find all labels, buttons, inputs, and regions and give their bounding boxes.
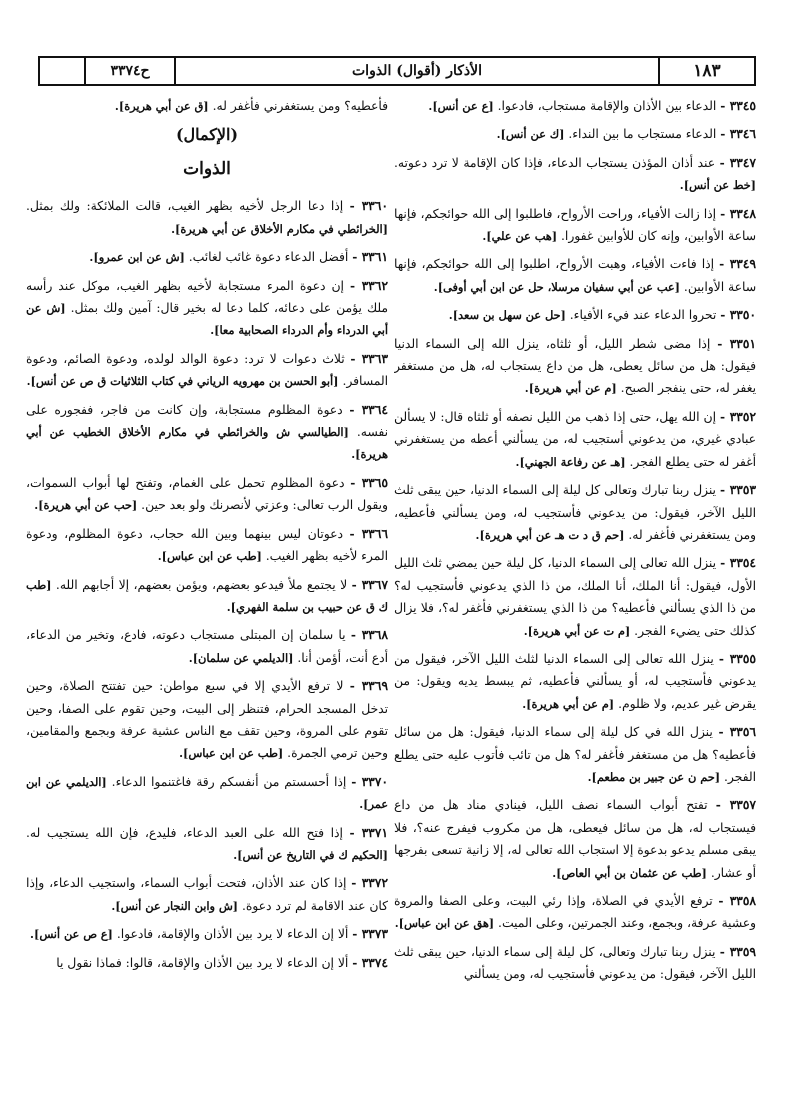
hadith-number: ٣٣٤٩ - [719, 256, 756, 272]
hadith-source: [طب عن ابن عباس]. [179, 746, 284, 761]
section-heading: الذوات [183, 159, 231, 180]
hadith-source: [ك عن أنس]. [496, 127, 565, 142]
hadith-source: [م ت عن أبي هريرة]. [523, 623, 631, 638]
hadith-range: ح٣٣٧٤ [84, 58, 174, 84]
hadith-number: ٣٣٦١ - [352, 249, 388, 265]
hadith-source: [أبو الحسن بن مهرويه الرياني في كتاب الثلاثيات ق ص عن أنس]. [26, 374, 339, 389]
hadith-entry [26, 472, 388, 517]
hadith-text: دعوة المظلوم تحمل على الغمام، وتفتح لها أبواب السموات، ويقول الرب تعالى: وعزتي لأنصرنك ولو بعد حين. [26, 475, 388, 513]
hadith-entry [394, 203, 756, 248]
hadith-text: إن الله يهل، حتى إذا ذهب من الليل نصفه أو ثلثاه قال: لا يسألن عبادي غيري، من يدعوني أستجيب له، من يسألني أعطه من يستغفرني أغفر له حتى يطلع الفجر. [394, 409, 756, 469]
hadith-text: إن دعوة المرء مستجابة لأخيه بظهر الغيب، موكل عند رأسه ملك يؤمن على دعائه، كلما دعا له بخير قال: آمين ولك بمثل. [26, 278, 388, 316]
hadith-source: [ع ص عن أنس]. [30, 927, 113, 942]
continuation-paragraph [26, 95, 388, 117]
hadith-number: ٣٣٥٧ - [715, 797, 756, 813]
hadith-text: تحروا الدعاء عند فيء الأفياء. [569, 308, 717, 323]
hadith-entry [26, 275, 388, 342]
hadith-text: دعوتان ليس بينهما وبين الله حجاب، دعوة المظلوم، ودعوة المرء لأخيه بظهر الغيب. [26, 526, 388, 564]
hadith-number: ٣٣٧٣ - [352, 926, 388, 942]
hadith-number: ٣٣٧٤ - [352, 954, 388, 970]
hadith-number: ٣٣٥٣ - [720, 482, 756, 498]
hadith-number: ٣٣٦٣ - [350, 350, 388, 366]
hadith-source: [م عن أبي هريرة]. [522, 696, 615, 711]
hadith-number: ٣٣٦٦ - [349, 525, 388, 541]
hadith-source: [ع عن أنس]. [428, 99, 494, 113]
hadith-source: [ش وابن النجار عن أنس]. [111, 898, 239, 913]
hadith-number: ٣٣٥٨ - [718, 893, 756, 908]
hadith-entry [394, 253, 756, 298]
hadith-text: لا يجتمع ملأ فيدعو بعضهم، ويؤمن بعضهم، إلا أجابهم الله. [55, 577, 348, 592]
hadith-source: [الطيالسي ش والخرائطي في مكارم الأخلاق الخطيب عن أبي هريرة]. [26, 425, 388, 462]
hadith-number: ٣٣٧٢ - [351, 875, 388, 891]
hadith-text: ألا إن الدعاء لا يرد بين الأذان والإقامة، فادعوا. [116, 927, 349, 942]
running-header [38, 56, 756, 86]
hadith-number: ٣٣٦٨ - [350, 627, 388, 643]
hadith-source: [هب عن علي]. [482, 229, 558, 244]
hadith-source: [الديلمي عن ابن عمر]. [26, 774, 388, 812]
hadith-text: إذا كان عند الأذان، فتحت أبواب السماء، واستجيب الدعاء، وإذا كان عند الاقامة لم ترد دعوة. [26, 876, 388, 913]
hadith-entry [26, 872, 388, 917]
hadith-entry [394, 123, 756, 145]
hadith-source: [هق عن ابن عباس]. [394, 916, 495, 931]
hadith-number: ٣٣٥٦ - [718, 724, 756, 740]
hadith-entry [394, 152, 756, 197]
hadith-number: ٣٣٧١ - [349, 824, 388, 840]
hadith-number: ٣٣٥٢ - [720, 408, 756, 424]
hadith-number: ٣٣٦٢ - [350, 277, 388, 293]
hadith-entry [394, 890, 756, 935]
hadith-entry [26, 675, 388, 765]
hadith-number: ٣٣٥٥ - [718, 650, 756, 666]
hadith-entry [394, 304, 756, 326]
hadith-number: ٣٣٤٥ - [720, 98, 756, 113]
hadith-source: [حب عن أبي هريرة]. [34, 498, 138, 513]
continuation-text: فأعطيه؟ ومن يستغفرني فأغفر له. [212, 99, 388, 113]
hadith-number: ٣٣٦٠ - [349, 198, 388, 214]
hadith-entry [394, 552, 756, 642]
hadith-source: [حم ق د ت هـ عن أبي هريرة]. [475, 527, 625, 542]
hadith-number: ٣٣٥١ - [717, 335, 756, 351]
hadith-text: ثلاث دعوات لا ترد: دعوة الوالد لولده، ودعوة الصائم، ودعوة المسافر. [26, 351, 388, 389]
left-column [26, 95, 388, 1095]
hadith-text: يا سلمان إن المبتلى مستجاب دعوته، فادع، وتخير من الدعاء، أدع أنت، أؤمن أنا. [26, 628, 388, 665]
hadith-text: إذا مضى شطر الليل، أو ثلثاه، ينزل الله إلى السماء الدنيا فيقول: هل من سائل يعطى، هل من داع يستجاب له، هل من مستغفر يغفر له، حتى ينفجر الصبح. [394, 336, 756, 396]
ikmal-heading: (الإكمال) [175, 125, 239, 145]
hadith-text: ينزل ربنا تبارك وتعالى كل ليلة إلى السماء الدنيا، حين يبقى ثلث الليل الآخر، فيقول: من يدعوني فأستجيب له، ومن يسألني فأعطيه، ومن يستغفرني فأغفر له. [394, 483, 756, 542]
hadith-entry [394, 648, 756, 715]
hadith-text: ينزل الله تعالى إلى السماء الدنيا، كل ليلة حين يمضي ثلث الليل الأول، فيقول: أنا الملك، أنا الملك، من ذا الذي يدعوني فأستجيب له؟ من ذا الذي يسألني فأعطيه؟ من ذا الذي يستغفرني فأغفر له؟، فلا يزال كذلك حتى يضيء الفجر. [394, 556, 756, 638]
hadith-text: إذا أحسستم من أنفسكم رقة فاغتنموا الدعاء. [111, 774, 347, 789]
hadith-text: ينزل ربنا تبارك وتعالى، كل ليلة إلى سماء الدنيا، حين يبقى ثلث الليل الآخر، فيقول: من يدعوني فأستجيب له، ومن يسألني [394, 944, 756, 982]
hadith-number: ٣٣٤٧ - [719, 154, 756, 170]
hadith-entry [394, 794, 756, 884]
hadith-text: ينزل الله تعالى إلى السماء الدنيا لثلث الليل الآخر، فيقول من يدعوني فأستجيب له، أو يسألني فأعطيه، ثم يبسط يديه ويقول: من يقرض غير عديم، ولا ظلوم. [394, 651, 756, 711]
hadith-entry [394, 721, 756, 788]
hadith-entry [26, 952, 388, 974]
hadith-source: [حل عن سهل بن سعد]. [448, 308, 566, 323]
hadith-entry [26, 348, 388, 393]
hadith-number: ٣٣٥٩ - [719, 943, 756, 959]
hadith-text: إذا فاءت الأفياء، وهبت الأرواح، اطلبوا إلى الله حوائجكم، فإنها ساعة الأوابين. [394, 257, 756, 294]
hadith-source: [الخرائطي في مكارم الأخلاق عن أبي هريرة]. [171, 221, 388, 236]
hadith-text: إذا زالت الأفياء، وراحت الأرواح، فاطلبوا إلى الله حوائجكم، فإنها ساعة الأوابين، وإنه كان للأوابين غفورا. [394, 206, 756, 244]
hadith-source: [عب عن أبي سفيان مرسلا، حل عن ابن أبي أوفى]. [433, 279, 680, 294]
hadith-entry [26, 574, 388, 619]
hadith-source: [هـ عن رفاعة الجهني]. [515, 454, 626, 469]
hadith-text: دعوة المظلوم مستجابة، وإن كانت من فاجر، ففجوره على نفسه. [26, 402, 388, 440]
hadith-number: ٣٣٤٨ - [720, 205, 756, 221]
hadith-source: [خط عن أنس]. [679, 178, 756, 193]
hadith-text: ينزل الله في كل ليلة إلى سماء الدنيا، فيقول: هل من سائل فأعطيه؟ هل من مستغفر فأغفر له؟ هل من تائب فأتوب عليه حتى يطلع الفجر. [394, 725, 756, 784]
hadith-number: ٣٣٤٦ - [720, 126, 756, 142]
hadith-entry [26, 771, 388, 816]
hadith-entry [26, 523, 388, 568]
hadith-number: ٣٣٦٥ - [350, 474, 388, 490]
hadith-entry [26, 923, 388, 945]
running-title: الأذكار (أقوال) الذوات [174, 58, 658, 84]
hadith-source: [الحكيم ك في التاريخ عن أنس]. [233, 847, 388, 862]
hadith-source: [م عن أبي هريرة]. [524, 381, 617, 396]
hadith-entry [26, 822, 388, 867]
hadith-entry [26, 399, 388, 466]
hadith-text: تفتح أبواب السماء نصف الليل، فينادي مناد هل من داع فيستجاب له، هل من سائل فيعطى، هل من مكروب فيفرج عنه؟، فلا يبقى مسلم يدعو بدعوة إلا استجاب الله تعالى له، إلا زانية تسعى بفرجها أو عشار. [394, 798, 756, 880]
continuation-source: [ق عن أبي هريرة]. [114, 99, 209, 113]
hadith-text: ترفع الأيدي في الصلاة، وإذا رئي البيت، وعلى الصفا والمروة وعشية عرفة، وبجمع، وعند الجمرتين، وعلى الميت. [394, 894, 756, 931]
hadith-text: الدعاء بين الأذان والإقامة مستجاب، فادعوا. [497, 99, 717, 113]
hadith-entry [394, 333, 756, 400]
hadith-source: [ش عن ابن عمرو]. [89, 250, 185, 265]
hadith-source: [ش عن أبي الدرداء وأم الدرداء الصحابية معا]. [26, 301, 388, 338]
hadith-number: ٣٣٧٠ - [351, 773, 388, 789]
hadith-entry [26, 246, 388, 268]
hadith-entry [394, 479, 756, 546]
right-column [394, 95, 756, 1095]
hadith-text: إذا فتح الله على العبد الدعاء، فليدع، فإن الله يستجيب له. [26, 825, 343, 840]
hadith-text: ألا إن الدعاء لا يرد بين الأذان والإقامة، قالوا: فماذا نقول يا [56, 955, 349, 970]
hadith-number: ٣٣٦٤ - [349, 401, 388, 417]
page-number: ١٨٣ [658, 58, 754, 84]
hadith-entry [394, 95, 756, 117]
hadith-text: لا ترفع الأيدي إلا في سبع مواطن: حين تفتتح الصلاة، وحين تدخل المسجد الحرام، فتنظر إلى البيت، وحين تقوم على الصفا، وحين تقوم على المروة، وحين تقف مع الناس عشية عرفة وبجمع والمقامين، وحين ترمي الجمرة. [26, 679, 388, 761]
left-entries [26, 195, 388, 974]
hadith-number: ٣٣٥٤ - [720, 555, 756, 571]
hadith-entry [26, 624, 388, 669]
hadith-source: [طب عن ابن عباس]. [157, 549, 262, 564]
hadith-text: أفضل الدعاء دعوة غائب لغائب. [188, 250, 349, 265]
hadith-number: ٣٣٥٠ - [720, 307, 756, 323]
hadith-text: الدعاء مستجاب ما بين النداء. [568, 127, 717, 142]
hadith-text: عند أذان المؤذن يستجاب الدعاء، فإذا كان الإقامة لا ترد دعوته. [394, 155, 716, 170]
hadith-source: [طب عن عثمان بن أبي العاص]. [552, 865, 707, 880]
hadith-entry [394, 406, 756, 473]
hadith-text: إذا دعا الرجل لأخيه بظهر الغيب، قالت الملائكة: ولك بمثل. [26, 199, 344, 214]
hadith-source: [طب ك ق عن حبيب بن سلمة الفهري]. [26, 577, 388, 614]
hadith-number: ٣٣٦٧ - [351, 576, 388, 592]
header-blank-cell [40, 58, 84, 84]
hadith-entry [394, 941, 756, 986]
hadith-number: ٣٣٦٩ - [349, 678, 388, 694]
hadith-source: [الديلمي عن سلمان]. [188, 650, 294, 665]
hadith-source: [حم ن عن جبير بن مطعم]. [587, 769, 721, 784]
hadith-entry [26, 195, 388, 240]
